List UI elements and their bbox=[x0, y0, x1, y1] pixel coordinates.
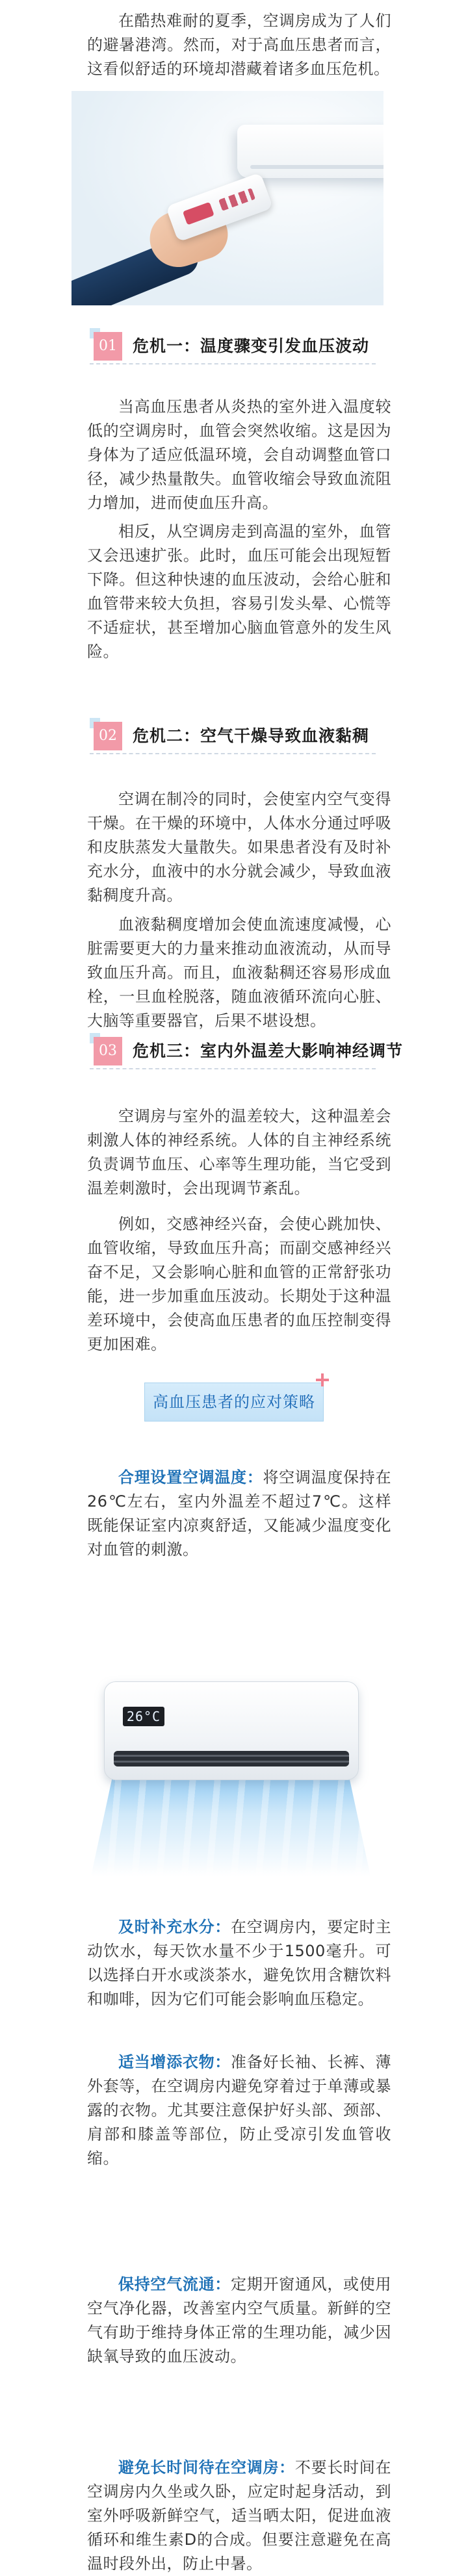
section-2-paragraph-1: 空调在制冷的同时，会使室内空气变得干燥。在干燥的环境中，人体水分通过呼吸和皮肤蒸发大量散失。如果患者没有及时补充水分，血液中的水分就会减少，导致血液黏稠度升高。 bbox=[87, 790, 391, 904]
tip-2 bbox=[87, 1915, 391, 2011]
section-1-paragraph-2: 相反，从空调房走到高温的室外，血管又会迅速扩张。此时，血压可能会出现短暂下降。但这种快速的血压波动，会给心脏和血管带来较大负担，容易引发头晕、心慌等不适症状，甚至增加心脑血管意外的发生风险。 bbox=[87, 522, 391, 661]
hand-remote-ac-photo bbox=[72, 91, 384, 305]
air-conditioner-cold-air-icon bbox=[91, 1681, 370, 1876]
cold-air-flow bbox=[91, 1772, 370, 1876]
ac-vent bbox=[114, 1751, 349, 1766]
section-title: 危机三：室内外温差大影响神经调节 bbox=[133, 1041, 404, 1060]
air-conditioner-body bbox=[104, 1681, 359, 1780]
tip-4 bbox=[87, 2273, 391, 2369]
section-header-3 bbox=[90, 1033, 404, 1069]
tip-text: 在空调房内，要定时主动饮水，每天饮水量不少于1500毫升。可以选择白开水或淡茶水，避免饮用含糖饮料和咖啡，因为它们可能会影响血压稳定。 bbox=[87, 1918, 391, 2008]
plus-decoration-icon bbox=[316, 1373, 329, 1386]
section-2-paragraph-2: 血液黏稠度增加会使血流速度减慢，心脏需要更大的力量来推动血液流动，从而导致血压升高。而且，血液黏稠还容易形成血栓，一旦血栓脱落，随血液循环流向心脏、大脑等重要器官，后果不堪设想。 bbox=[87, 915, 391, 1030]
tip-5 bbox=[87, 2456, 391, 2576]
tip-text: 准备好长袖、长裤、薄外套等，在空调房内避免穿着过于单薄或暴露的衣物。尤其要注意保护好头部、颈部、肩部和膝盖等部位，防止受凉引发血管收缩。 bbox=[87, 2053, 391, 2167]
strategy-banner: 高血压患者的应对策略 bbox=[144, 1383, 324, 1422]
section-title: 危机一：温度骤变引发血压波动 bbox=[133, 337, 370, 355]
tip-text: 将空调温度保持在26℃左右，室内外温差不超过7℃。这样既能保证室内凉爽舒适，又能减少温度变化对血管的刺激。 bbox=[87, 1468, 391, 1559]
section-header-1 bbox=[90, 328, 376, 364]
tip-lead: 保持空气流通： bbox=[118, 2275, 231, 2293]
section-3-paragraph-2: 例如，交感神经兴奋，会使心跳加快、血管收缩，导致血压升高；而副交感神经兴奋不足，又会影响心脏和血管的正常舒张功能，进一步加重血压波动。长期处于这种温差环境中，会使高血压患者的血压控制变得更加困难。 bbox=[87, 1215, 391, 1353]
tip-1 bbox=[87, 1466, 391, 1562]
section-number-badge: 02 bbox=[94, 722, 122, 750]
section-title: 危机二：空气干燥导致血液黏稠 bbox=[133, 726, 370, 745]
tip-lead: 合理设置空调温度： bbox=[118, 1468, 263, 1486]
intro-paragraph: 在酷热难耐的夏季，空调房成为了人们的避暑港湾。然而，对于高血压患者而言，这看似舒适的环境却潜藏着诸多血压危机。 bbox=[87, 12, 391, 78]
tip-lead: 避免长时间待在空调房： bbox=[118, 2458, 295, 2477]
tip-text: 不要长时间在空调房内久坐或久卧，应定时起身活动，到室外呼吸新鲜空气，适当晒太阳，促进血液循环和维生素D的合成。但要注意避免在高温时段外出，防止中暑。 bbox=[87, 2458, 391, 2573]
wall-ac-unit-icon bbox=[237, 125, 384, 178]
section-number-badge: 01 bbox=[94, 332, 122, 361]
section-3-paragraph-1: 空调房与室外的温差较大，这种温差会刺激人体的神经系统。人体的自主神经系统负责调节血压、心率等生理功能，当它受到温差刺激时，会出现调节紊乱。 bbox=[87, 1107, 391, 1197]
tip-text: 定期开窗通风，或使用空气净化器，改善室内空气质量。新鲜的空气有助于维持身体正常的生理功能，减少因缺氧导致的血压波动。 bbox=[87, 2275, 391, 2366]
tip-lead: 适当增添衣物： bbox=[118, 2053, 231, 2071]
section-1-paragraph-1: 当高血压患者从炎热的室外进入温度较低的空调房时，血管会突然收缩。这是因为身体为了适应低温环境，会自动调整血管口径，减少热量散失。血管收缩会导致血流阻力增加，进而使血压升高。 bbox=[87, 398, 391, 512]
tip-3 bbox=[87, 2050, 391, 2171]
tip-lead: 及时补充水分： bbox=[118, 1918, 231, 1936]
section-header-2 bbox=[90, 718, 376, 754]
ac-temperature-display: 26°C bbox=[123, 1707, 164, 1726]
section-number-badge: 03 bbox=[94, 1037, 122, 1065]
